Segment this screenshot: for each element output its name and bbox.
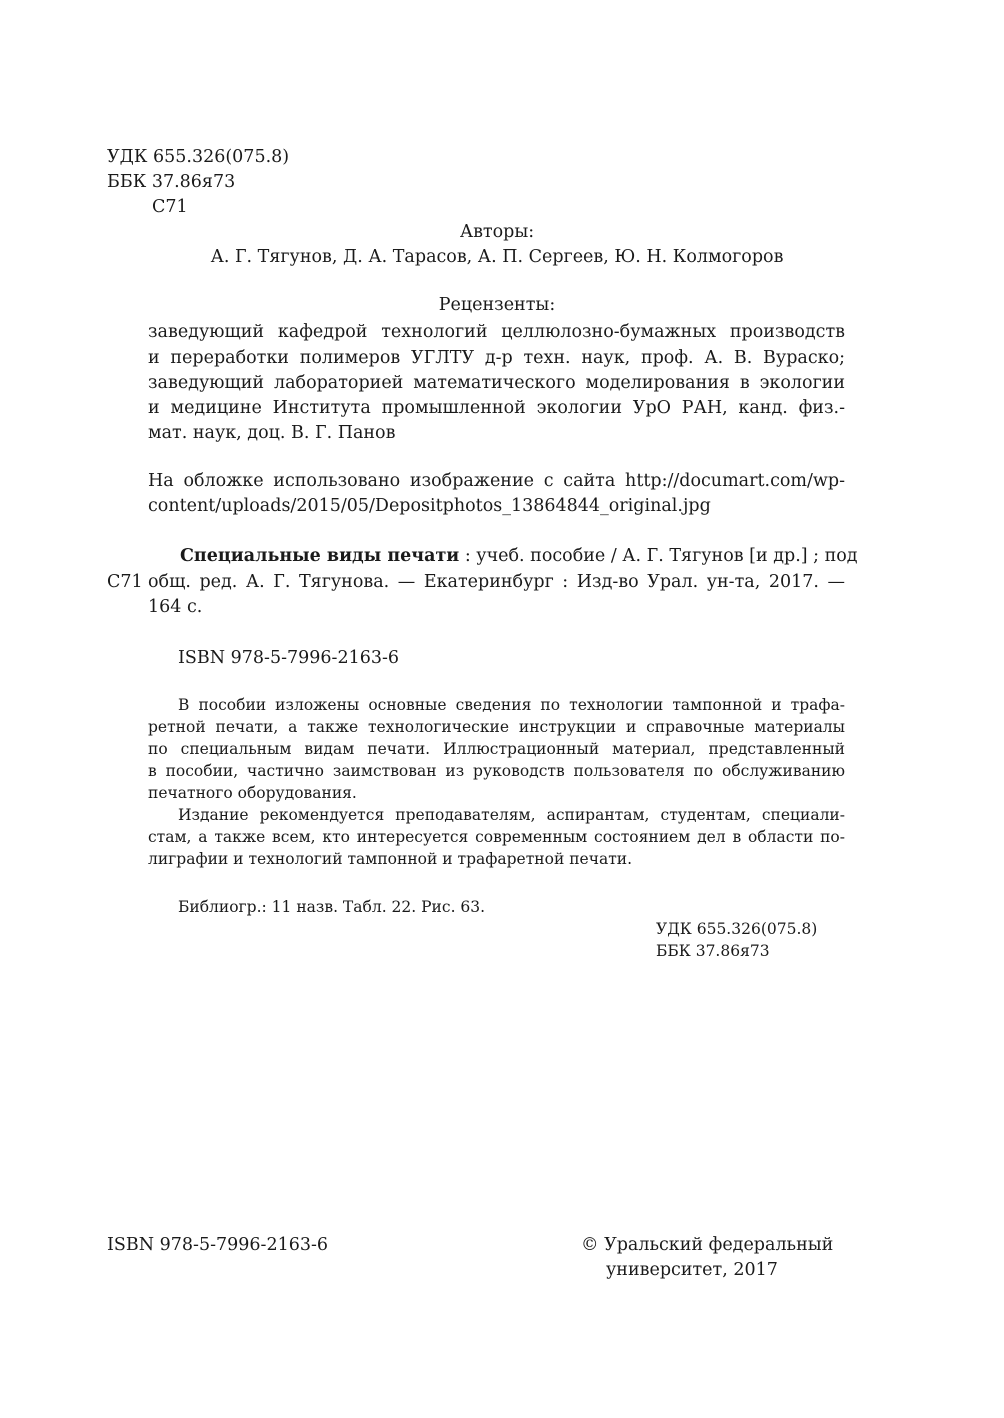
bbk-code: ББК 37.86я73 xyxy=(107,172,236,192)
abstract-line: стам, а также всем, кто интересуется современным состоянием дел в области по- xyxy=(148,828,845,846)
bib-sign: С71 xyxy=(107,572,143,592)
bib-entry-line3: 164 с. xyxy=(148,597,203,617)
udk-code-right: УДК 655.326(075.8) xyxy=(656,920,818,938)
reviewer-line: заведующий кафедрой технологий целлюлозно-бумажных производств xyxy=(148,322,845,342)
abstract-line: по специальным видам печати. Иллюстрационный материал, представленный xyxy=(148,740,845,758)
reviewers-heading: Рецензенты: xyxy=(438,295,556,315)
footer-isbn: ISBN 978-5-7996-2163-6 xyxy=(107,1235,329,1255)
bib-entry-line1 xyxy=(180,544,858,569)
abstract-line: печатного оборудования. xyxy=(148,784,357,802)
bib-entry-line2: общ. ред. А. Г. Тягунова. — Екатеринбург : Изд-во Урал. ун-та, 2017. — xyxy=(148,572,845,592)
copyright-line2: университет, 2017 xyxy=(606,1260,778,1280)
author-sign: С71 xyxy=(152,197,188,217)
reviewer-line: мат. наук, доц. В. Г. Панов xyxy=(148,423,396,443)
bbk-code-right: ББК 37.86я73 xyxy=(656,942,770,960)
udk-code: УДК 655.326(075.8) xyxy=(107,147,290,167)
authors-names: А. Г. Тягунов, Д. А. Тарасов, А. П. Сергеев, Ю. Н. Колмогоров xyxy=(210,247,784,267)
authors-heading: Авторы: xyxy=(459,222,535,242)
cover-note-line: content/uploads/2015/05/Depositphotos_13864844_original.jpg xyxy=(148,496,711,516)
reviewer-line: и медицине Института промышленной экологии УрО РАН, канд. физ.- xyxy=(148,398,845,418)
bib-line1-rest: : учеб. пособие / А. Г. Тягунов [и др.] ; под xyxy=(459,546,858,566)
abstract-line: ретной печати, а также технологические инструкции и справочные материалы xyxy=(148,718,845,736)
abstract-line: в пособии, частично заимствован из руководств пользователя по обслуживанию xyxy=(148,762,845,780)
biblio-stats: Библиогр.: 11 назв. Табл. 22. Рис. 63. xyxy=(178,898,486,916)
copyright-line1: © Уральский федеральный xyxy=(581,1235,834,1255)
isbn-line: ISBN 978-5-7996-2163-6 xyxy=(178,648,400,668)
cover-note-line: На обложке использовано изображение с сайта http://documart.com/wp- xyxy=(148,471,845,491)
bib-title: Специальные виды печати xyxy=(180,546,460,566)
reviewer-line: заведующий лабораторией математического моделирования в экологии xyxy=(148,373,845,393)
abstract-line: лиграфии и технологий тампонной и трафаретной печати. xyxy=(148,850,633,868)
abstract-line: В пособии изложены основные сведения по технологии тампонной и трафа- xyxy=(178,696,845,714)
reviewer-line: и переработки полимеров УГЛТУ д-р техн. наук, проф. А. В. Вураско; xyxy=(148,348,845,368)
abstract-line: Издание рекомендуется преподавателям, аспирантам, студентам, специали- xyxy=(178,806,845,824)
